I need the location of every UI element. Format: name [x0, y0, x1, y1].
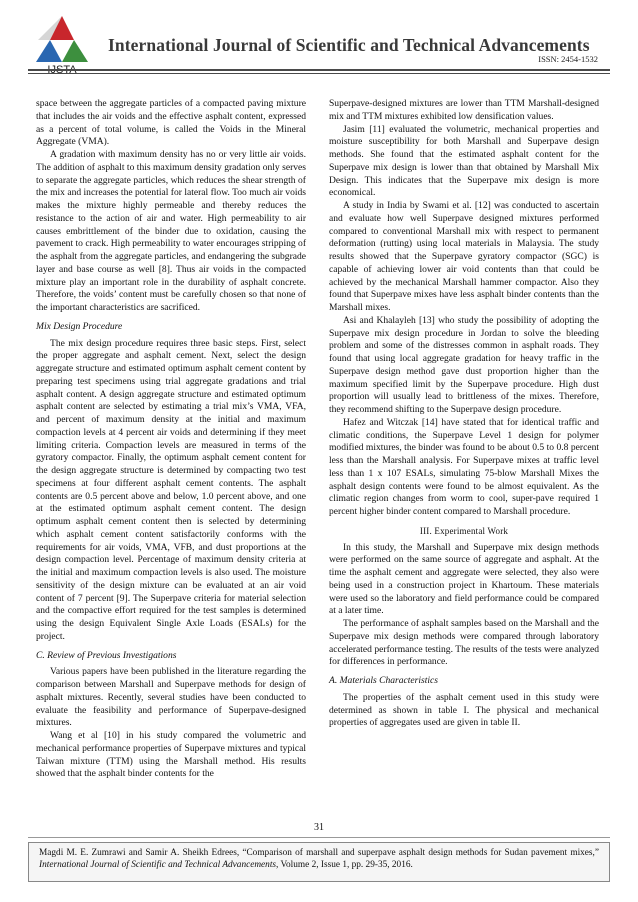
logo-text: IJSTA: [47, 64, 77, 76]
header-rule: [28, 69, 610, 71]
citation-rest: , Volume 2, Issue 1, pp. 29-35, 2016.: [276, 860, 413, 870]
paragraph: Jasim [11] evaluated the volumetric, mechanical properties and moisture susceptibility for both Marshall and Superpave design methods. She found that the estimated asphalt content for the Superpave mix design is lower than that obtained by Marshall Mix Design. This indicates that the Superpave mix design is more economical.: [329, 123, 599, 199]
journal-header: [0, 0, 638, 88]
right-column: [329, 98, 599, 730]
header-rule-thin: [28, 73, 610, 74]
paragraph: Wang et al [10] in his study compared the volumetric and mechanical performance properties of Superpave mixtures and typical Taiwan mixture (TTM) using the Marshall method. His results showed that the asphalt binder contents for the: [36, 730, 306, 780]
journal-title: International Journal of Scientific and Technical Advancements: [108, 35, 590, 55]
citation-journal: International Journal of Scientific and Technical Advancements: [39, 860, 277, 870]
citation-footer: [28, 842, 610, 882]
paragraph: Asi and Khalayleh [13] who study the possibility of adopting the Superpave mix design procedure in Jordan to solve the bleeding problem and some of the distresses common in asphalt roads. They found that using local aggregate gradation for heavy traffic in the Superpave design method gave dust proportion higher than the maximum specified limit by the Superpave procedure. High dust proportion will usually lead to brittleness of the mixes. Therefore, they recommend shifting to the Superpave design procedure.: [329, 314, 599, 415]
paragraph: Superpave-designed mixtures are lower than TTM Marshall-designed mix and TTM mixtures exhibited low densification values.: [329, 98, 599, 122]
citation-authors: Magdi M. E. Zumrawi and Samir A. Sheikh Edrees, “Comparison of marshall and superpave asphalt design methods for Sudan pavement mixes,”: [39, 848, 599, 858]
footer-rule: [28, 837, 610, 838]
paragraph: space between the aggregate particles of a compacted paving mixture that includes the air voids and the effective asphalt content, expressed as a percent of total volume, is called the Voids in the Mineral Aggregate (VMA).: [36, 98, 306, 148]
paragraph: The mix design procedure requires three basic steps. First, select the proper aggregate and asphalt cement. Next, select the design aggregate structure and estimated optimum asphalt cement content by preparing test specimens using trial aggregate gradations and trial asphalt content. A design aggregate structure and estimated optimum asphalt content are selected by estimating a trial mix’s VMA, VFA, and percent of maximum density at the initial and maximum compaction levels at 4 percent air voids and determining if they meet limiting criteria. Compaction levels are measured in terms of the gyratory compactor. Finally, the optimum asphalt cement content for the design aggregate structure is determined by compacting two test specimens at four different asphalt cement contents. The asphalt contents are 0.5 percent above and below, 1.0 percent above, and one at the estimated optimum asphalt cement content. The design optimum asphalt cement content then is selected by determining which asphalt cement content satisfactorily conforms with the requirements for air voids, VMA, VFB, and dust proportions at the design compaction level. Percentage of maximum density criteria at the initial and maximum compaction levels is also used. The moisture sensitivity of the design mixture can be evaluated at an air void content of 7 percent [9]. The Superpave criteria for material selection and the compactive effort required for the test samples is determined using the design Equivalent Single Axle Loads (ESALs) for the project.: [36, 337, 306, 642]
section-heading: III. Experimental Work: [419, 525, 509, 536]
paragraph: The properties of the asphalt cement used in this study were determined as shown in table I. The physical and mechanical properties of aggregates used are given in table II.: [329, 691, 599, 729]
page-number: 31: [314, 822, 324, 833]
left-column: [36, 98, 306, 781]
paragraph: Various papers have been published in the literature regarding the comparison between Marshall and Superpave methods for design of asphalt mixtures. Recently, several studies have been conducted to evaluate the feasibility and performance of Superpave-designed mixtures.: [36, 666, 306, 729]
paragraph: A gradation with maximum density has no or very little air voids. The addition of asphalt to this maximum density gradation only serves to separate the aggregate particles, which reduces the shear strength of the mix and increases the potential for lateral flow. Too much air voids makes the mixture highly permeable and thereby reduces the resistance to the action of air and water. High permeability to air causes embrittlement of the binder due to oxidation, causing the pavement to crack. High permeability to water encourages stripping of the asphalt from the aggregate particles, and endangering the subgrade layer and base course as well [8]. Thus air voids in the compacted mixture play an important role in the durability of asphalt concrete. Therefore, the voids’ content must be carefully chosen so that none of the important characteristics are sacrificed.: [36, 149, 306, 313]
subsection-heading: C. Review of Previous Investigations: [36, 649, 177, 661]
paragraph: Hafez and Witczak [14] have stated that for identical traffic and climatic conditions, the Superpave Level 1 design for polymer modified mixtures, the binder was found to be about 0.5 to 0.8 percent less than the Marshall analysis. For Superpave mixes at traffic level less than 1 x 107 ESALs, simulating 75-blow Marshall Mixes the asphalt design contents were found to be almost equivalent. As the climatic region changes from worm to cool, super-pave required 1 percent higher binder content compared to Marshall procedure.: [329, 416, 599, 517]
paragraph: A study in India by Swami et al. [12] was conducted to ascertain and evaluate how well Superpave designed mixtures performed compared to conventional Marshall mix with respect to permanent deformation (rutting) using local materials in Malaysia. The study results showed that the Superpave gyratory compactor (SGC) is capable of achieving lower air void contents than that could be achieved by the mechanical Marshall hammer compactor. Also they found that Superpave mixes have less asphalt binder contents than the Marshall mixes.: [329, 200, 599, 313]
subsection-heading: A. Materials Characteristics: [329, 675, 438, 686]
issn: ISSN: 2454-1532: [538, 54, 598, 64]
paragraph: The performance of asphalt samples based on the Marshall and the Superpave mix design methods were compared through laboratory accelerated performance testing. The results of the tests were analyzed for differences in performance.: [329, 618, 599, 668]
paragraph: In this study, the Marshall and Superpave mix design methods were performed on the same source of aggregate and asphalt. At the time the asphalt cement and aggregate were selected, they also were being used in a construction project in Khartoum. These materials were used so the laboratory and field performance could be compared at a later time.: [329, 541, 599, 617]
subsection-heading: Mix Design Procedure: [36, 320, 123, 332]
